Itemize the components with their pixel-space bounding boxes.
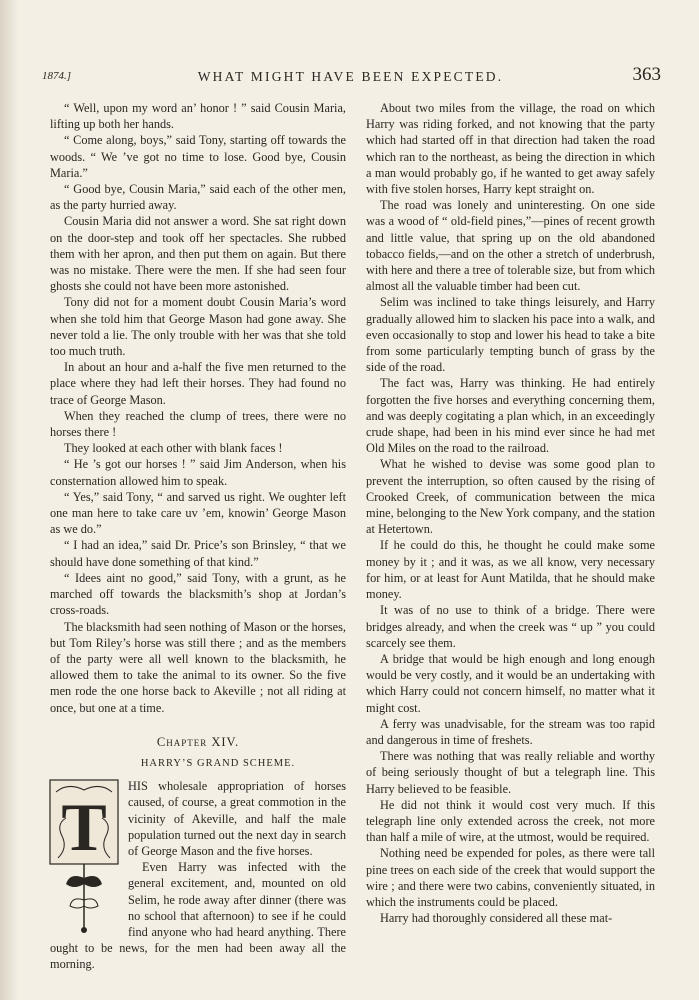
right-column (366, 100, 655, 926)
decorated-dropcap-t (48, 778, 120, 938)
paragraph: A bridge that would be high enough and long enough would be very costly, and it would be an undertaking with which Harry could not concern himself, no matter what it might cost. (366, 651, 655, 715)
paragraph: If he could do this, he thought he could make some money by it ; and it was, as we all know, very necessary for him, or at least for Aunt Matilda, that he should make money. (366, 538, 655, 602)
chapter-label: Chapter XIV. (156, 734, 240, 749)
paragraph: Even Harry was infected with the general excitement, and, mounted on old Selim, he rode away after dinner (there was no school that afternoon) to see if he could find anyone who had heard anything. There ought to be news, for the men had been away all the morning. (50, 860, 346, 972)
paragraph: There was nothing that was really reliable and worthy of being seriously thought of but a telegraph line. This Harry believed to be feasible. (366, 749, 655, 796)
paragraph: A ferry was unadvisable, for the stream was too rapid and dangerous in time of freshets. (366, 716, 655, 747)
header-title: WHAT MIGHT HAVE BEEN EXPECTED. (197, 69, 504, 84)
paragraph: “ I had an idea,” said Dr. Price’s son Brinsley, “ that we should have done something of that kind.” (50, 538, 346, 569)
paragraph: HIS wholesale appropriation of horses caused, of course, a great commotion in the vicinity of Akeville, and half the male population turned out the next day in search of George Mason and the five horses. (128, 779, 346, 858)
paragraph: Cousin Maria did not answer a word. She sat right down on the door-step and took off her spectacles. She rubbed them with her apron, and then put them on again. But there was no mistake. There were the men. If she had seen four ghosts she could not have been more astonished. (50, 214, 346, 294)
dropcap-letter: T (61, 789, 107, 866)
paragraph: About two miles from the village, the road on which Harry was riding forked, and not knowing that the party which had started off in that direction had taken the road which ran to the northeast, as being the direction in which a man would probably go, if he wanted to get away safely with five stolen horses, Harry kept straight on. (366, 101, 655, 197)
page-number: 363 (632, 64, 661, 85)
paragraph: “ Come along, boys,” said Tony, starting off towards the woods. “ We ’ve got no time to lose. Good bye, Cousin Maria.” (50, 133, 346, 180)
paragraph: “ Yes,” said Tony, “ and sarved us right. We oughter left one man here to take care uv ’em, knowin’ George Mason as we do.” (50, 489, 346, 537)
page-binding-shadow (0, 0, 18, 1000)
paragraph: It was of no use to think of a bridge. There were bridges already, and when the creek was “ up ” you could scarcely see them. (366, 603, 655, 650)
paragraph: The road was lonely and uninteresting. On one side was a wood of “ old-field pines,”—pines of recent growth and little value, that spring up on the old abandoned tobacco fields,—and on the other a stretch of underbrush, with here and there a tree of tolerable size, but from which almost all the valuable timber had been cut. (366, 198, 655, 294)
header-date: 1874.] (42, 70, 72, 82)
left-column (50, 100, 346, 973)
running-header (40, 64, 661, 90)
chapter-subtitle: HARRY’S GRAND SCHEME. (140, 757, 296, 769)
paragraph: When they reached the clump of trees, there were no horses there ! (50, 408, 346, 440)
paragraph: In about an hour and a-half the five men returned to the place where they had left their horses. They had found no trace of George Mason. (50, 360, 346, 407)
paragraph: Nothing need be expended for poles, as there were tall pine trees on each side of the creek that would support the wire ; and there were two cabins, conveniently situated, in which the instruments could be placed. (366, 846, 655, 909)
paragraph: Selim was inclined to take things leisurely, and Harry gradually allowed him to slacken his pace into a walk, and even occasionally to stop and lower his head to take a bite from some particularly tempting bunch of grass by the side of the road. (366, 295, 655, 375)
paragraph: The blacksmith had seen nothing of Mason or the horses, but Tom Riley’s horse was still there ; and as the members of the party were all well known to the blacksmith, he allowed them to take the animal to its owner. So the five men rode the one horse back to Akeville ; not all riding at once, but one at a time. (50, 619, 346, 715)
paragraph: “ He ’s got our horses ! ” said Jim Anderson, when his consternation allowed him to speak. (50, 457, 346, 488)
paragraph: The fact was, Harry was thinking. He had entirely forgotten the five horses and everything concerning them, and was deeply cogitating a plan which, in an exceedingly crude shape, had been in his mind ever since he had met Old Miles on the road to the railroad. (366, 376, 655, 456)
paragraph: “ Good bye, Cousin Maria,” said each of the other men, as the party hurried away. (50, 182, 346, 213)
chapter-heading (50, 734, 346, 750)
paragraph: Tony did not for a moment doubt Cousin Maria’s word when she told him that George Mason had gone away. She never told a lie. The only trouble with her was that she told too much truth. (50, 295, 346, 359)
paragraph: What he wished to devise was some good plan to prevent the interruption, so often caused by the rising of Crooked Creek, of communication between the mica mine, belonging to the New York company, and the station at Hetertown. (366, 457, 655, 537)
paragraph: Harry had thoroughly considered all these mat- (380, 911, 613, 926)
paragraph: He did not think it would cost very much. If this telegraph line only extended across the creek, not more than half a mile of wire, at the utmost, would be required. (366, 797, 655, 845)
paragraph: They looked at each other with blank faces ! (64, 441, 283, 456)
paragraph: “ Idees aint no good,” said Tony, with a grunt, as he marched off towards the blacksmith’s shop at Jordan’s cross-roads. (50, 570, 346, 618)
paragraph: “ Well, upon my word an’ honor ! ” said Cousin Maria, lifting up both her hands. (50, 101, 346, 132)
